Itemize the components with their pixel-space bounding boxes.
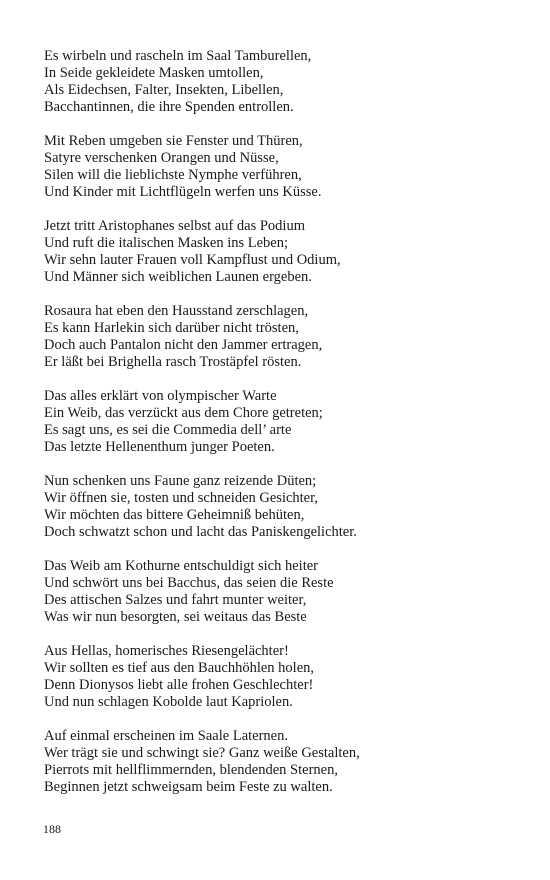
verse-line: Und nun schlagen Kobolde laut Kapriolen. xyxy=(44,694,293,710)
verse-line: Aus Hellas, homerisches Riesengelächter! xyxy=(44,643,289,659)
verse-line: Das alles erklärt von olympischer Warte xyxy=(44,388,277,404)
verse-line: Nun schenken uns Faune ganz reizende Düten; xyxy=(44,473,317,489)
stanza-2 xyxy=(44,133,514,201)
verse-line: Und Männer sich weiblichen Launen ergeben. xyxy=(44,269,312,285)
verse-line: Und schwört uns bei Bacchus, das seien die Reste xyxy=(44,575,334,591)
verse-line: In Seide gekleidete Masken umtollen, xyxy=(44,65,264,81)
stanza-1 xyxy=(44,48,514,116)
poem-body xyxy=(44,48,514,813)
verse-line: Es kann Harlekin sich darüber nicht trösten, xyxy=(44,320,299,336)
verse-line: Es sagt uns, es sei die Commedia dell’ arte xyxy=(44,422,292,438)
verse-line: Auf einmal erscheinen im Saale Laternen. xyxy=(44,728,288,744)
verse-line: Es wirbeln und rascheln im Saal Tamburellen, xyxy=(44,48,312,64)
stanza-8 xyxy=(44,643,514,711)
stanza-6 xyxy=(44,473,514,541)
verse-line: Wir öffnen sie, tosten und schneiden Gesichter, xyxy=(44,490,318,506)
verse-line: Doch auch Pantalon nicht den Jammer ertragen, xyxy=(44,337,323,353)
verse-line: Des attischen Salzes und fahrt munter weiter, xyxy=(44,592,307,608)
stanza-3 xyxy=(44,218,514,286)
verse-line: Was wir nun besorgten, sei weitaus das Beste xyxy=(44,609,307,625)
stanza-5 xyxy=(44,388,514,456)
verse-line: Als Eidechsen, Falter, Insekten, Libellen, xyxy=(44,82,284,98)
verse-line: Silen will die lieblichste Nymphe verführen, xyxy=(44,167,302,183)
verse-line: Rosaura hat eben den Hausstand zerschlagen, xyxy=(44,303,309,319)
verse-line: Wir möchten das bittere Geheimniß behüten, xyxy=(44,507,305,523)
verse-line: Er läßt bei Brighella rasch Trostäpfel rösten. xyxy=(44,354,302,370)
verse-line: Beginnen jetzt schweigsam beim Feste zu walten. xyxy=(44,779,333,795)
verse-line: Wir sollten es tief aus den Bauchhöhlen holen, xyxy=(44,660,315,676)
verse-line: Bacchantinnen, die ihre Spenden entrollen. xyxy=(44,99,294,115)
verse-line: Wir sehn lauter Frauen voll Kampflust und Odium, xyxy=(44,252,341,268)
verse-line: Satyre verschenken Orangen und Nüsse, xyxy=(44,150,279,166)
verse-line: Doch schwatzt schon und lacht das Paniskengelichter. xyxy=(44,524,357,540)
verse-line: Und Kinder mit Lichtflügeln werfen uns Küsse. xyxy=(44,184,322,200)
verse-line: Jetzt tritt Aristophanes selbst auf das Podium xyxy=(44,218,305,234)
verse-line: Wer trägt sie und schwingt sie? Ganz weiße Gestalten, xyxy=(44,745,360,761)
verse-line: Mit Reben umgeben sie Fenster und Thüren, xyxy=(44,133,303,149)
verse-line: Das Weib am Kothurne entschuldigt sich heiter xyxy=(44,558,318,574)
verse-line: Und ruft die italischen Masken ins Leben; xyxy=(44,235,289,251)
verse-line: Das letzte Hellenenthum junger Poeten. xyxy=(44,439,275,455)
verse-line: Denn Dionysos liebt alle frohen Geschlechter! xyxy=(44,677,314,693)
stanza-9 xyxy=(44,728,514,796)
stanza-4 xyxy=(44,303,514,371)
verse-line: Ein Weib, das verzückt aus dem Chore getreten; xyxy=(44,405,323,421)
page-number: 188 xyxy=(43,822,61,836)
stanza-7 xyxy=(44,558,514,626)
verse-line: Pierrots mit hellflimmernden, blendenden Sternen, xyxy=(44,762,338,778)
